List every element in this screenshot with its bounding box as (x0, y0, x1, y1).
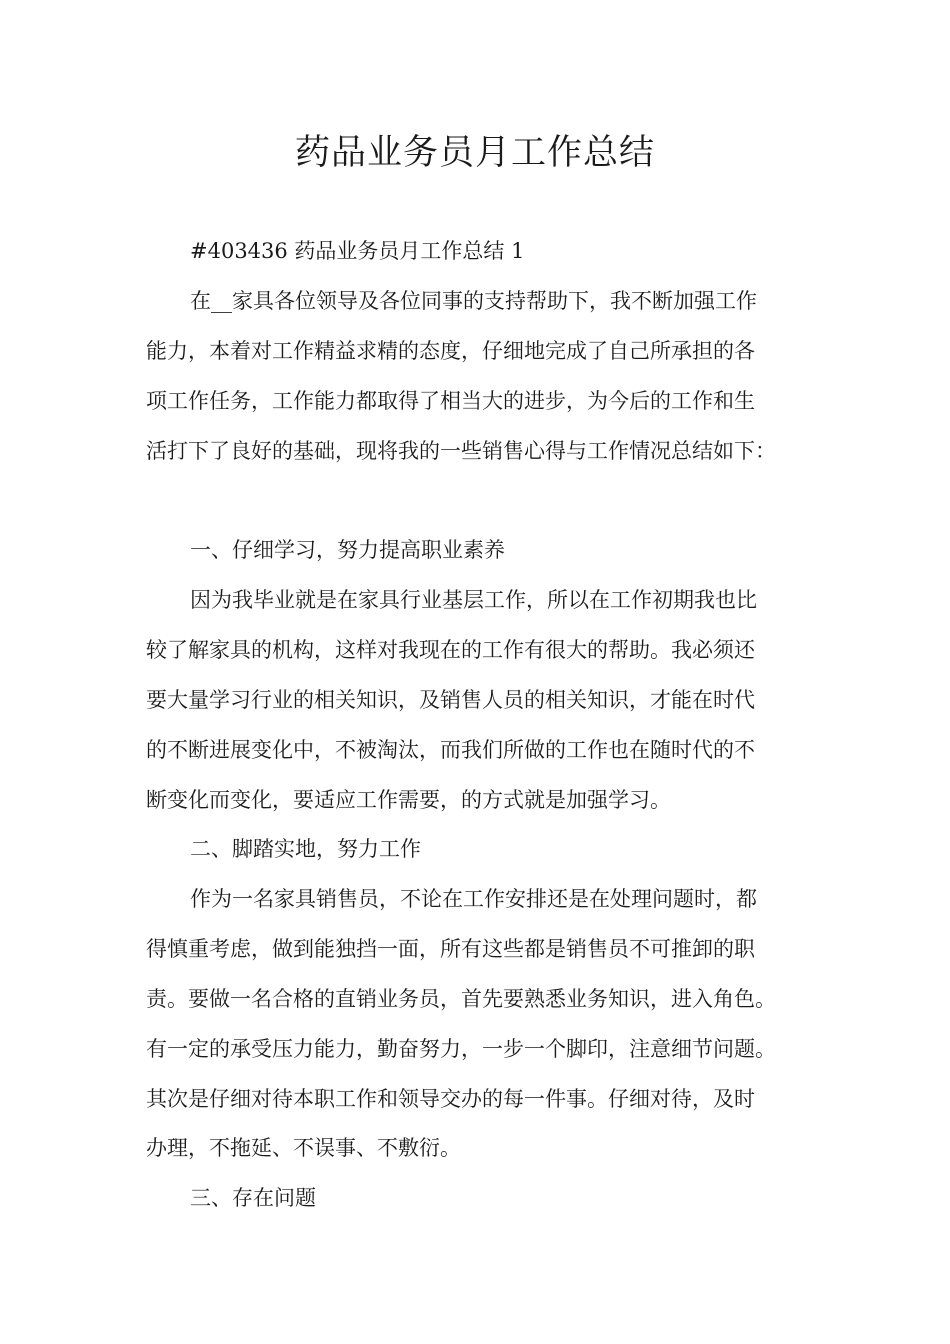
paragraph-line: 责。要做一名合格的直销业务员，首先要熟悉业务知识，进入角色。 (146, 987, 776, 1011)
paragraph-line: 其次是仔细对待本职工作和领导交办的每一件事。仔细对待，及时 (146, 1087, 755, 1111)
paragraph-line: 活打下了良好的基础，现将我的一些销售心得与工作情况总结如下： (146, 439, 776, 463)
paragraph-line: 能力，本着对工作精益求精的态度，仔细地完成了自己所承担的各 (146, 339, 755, 363)
section-heading: 二、脚踏实地，努力工作 (190, 837, 421, 861)
paragraph-line: 作为一名家具销售员，不论在工作安排还是在处理问题时，都 (190, 887, 757, 911)
paragraph-line: 在__家具各位领导及各位同事的支持帮助下，我不断加强工作 (190, 289, 757, 313)
paragraph-line: 较了解家具的机构，这样对我现在的工作有很大的帮助。我必须还 (146, 638, 755, 662)
section-heading: 三、存在问题 (190, 1186, 316, 1210)
paragraph-line: 断变化而变化，要适应工作需要，的方式就是加强学习。 (146, 788, 671, 812)
section-heading: 一、仔细学习，努力提高职业素养 (190, 538, 505, 562)
paragraph-line: 有一定的承受压力能力，勤奋努力，一步一个脚印，注意细节问题。 (146, 1037, 776, 1061)
document-subheading: #403436 药品业务员月工作总结 1 (190, 239, 525, 263)
paragraph-line: 办理，不拖延、不误事、不敷衍。 (146, 1136, 461, 1160)
paragraph-line: 项工作任务，工作能力都取得了相当大的进步，为今后的工作和生 (146, 389, 755, 413)
paragraph-line: 的不断进展变化中，不被淘汰，而我们所做的工作也在随时代的不 (146, 738, 755, 762)
paragraph-line: 要大量学习行业的相关知识，及销售人员的相关知识，才能在时代 (146, 688, 755, 712)
paragraph-line: 得慎重考虑，做到能独挡一面，所有这些都是销售员不可推卸的职 (146, 937, 755, 961)
paragraph-line: 因为我毕业就是在家具行业基层工作，所以在工作初期我也比 (190, 588, 757, 612)
page-title: 药品业务员月工作总结 (294, 133, 655, 173)
